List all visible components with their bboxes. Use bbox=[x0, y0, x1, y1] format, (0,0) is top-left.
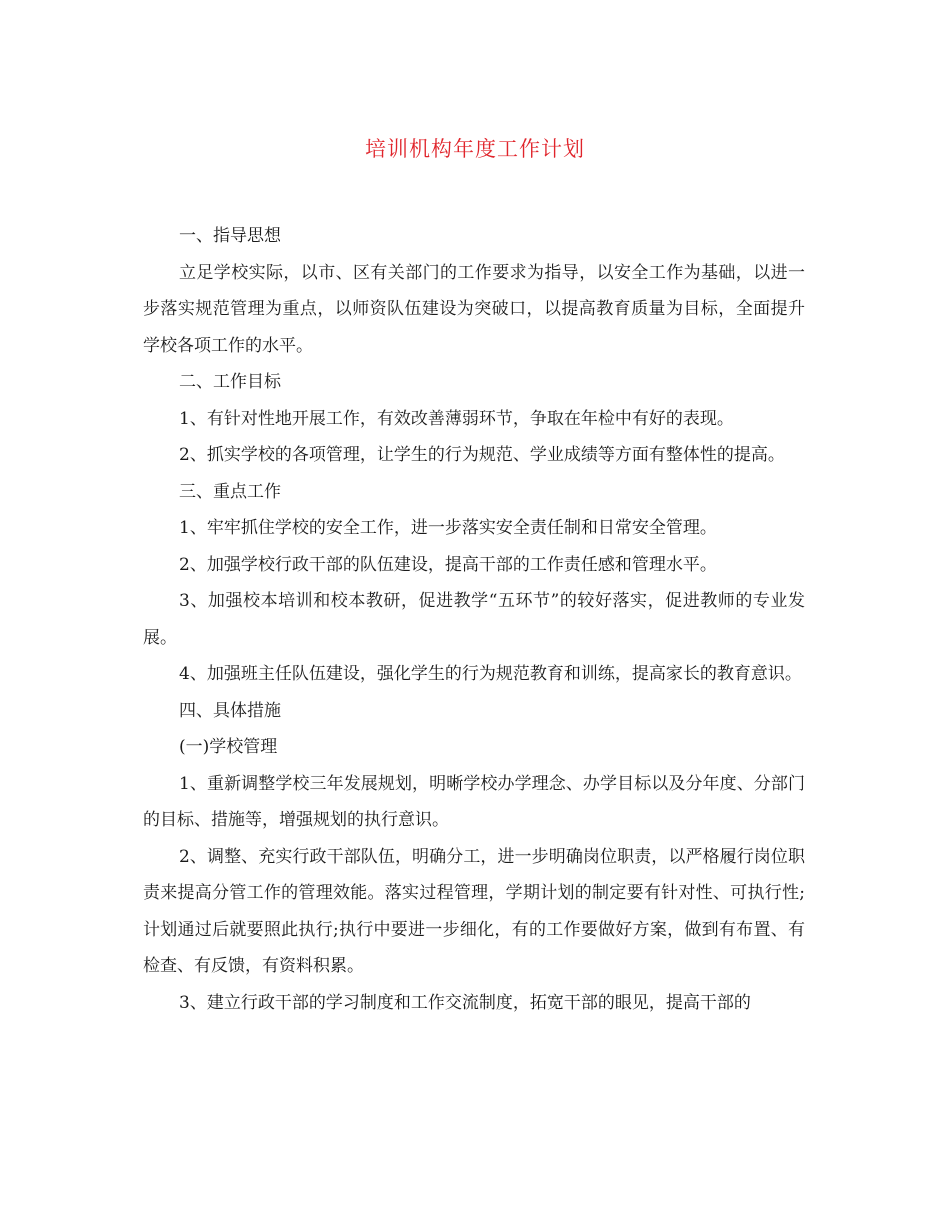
heading-key-work: 三、重点工作 bbox=[179, 481, 281, 502]
list-item: 1、有针对性地开展工作，有效改善薄弱环节，争取在年检中有好的表现。 bbox=[179, 408, 734, 429]
list-item: 2、加强学校行政干部的队伍建设，提高干部的工作责任感和管理水平。 bbox=[179, 554, 717, 575]
heading-guiding-ideology: 一、指导思想 bbox=[179, 226, 281, 246]
document-body bbox=[143, 218, 805, 1021]
list-item: 3、加强校本培训和校本教研，促进教学“五环节”的较好落实，促进教师的专业发展。 bbox=[143, 591, 805, 648]
list-item: 1、牢牢抓住学校的安全工作，进一步落实安全责任制和日常安全管理。 bbox=[179, 518, 717, 538]
subheading-school-management: (一)学校管理 bbox=[179, 737, 278, 757]
list-item: 2、调整、充实行政干部队伍，明确分工，进一步明确岗位职责，以严格履行岗位职责来提高分管工作的管理效能。落实过程管理，学期计划的制定要有针对性、可执行性;计划通过后就要照此执行;执行中要进一步细化，有的工作要做好方案，做到有布置、有检查、有反馈，有资料积累。 bbox=[143, 846, 805, 976]
paragraph: 立足学校实际，以市、区有关部门的工作要求为指导，以安全工作为基础，以进一步落实规范管理为重点，以师资队伍建设为突破口，以提高教育质量为目标，全面提升学校各项工作的水平。 bbox=[143, 262, 805, 356]
heading-work-goals: 二、工作目标 bbox=[179, 372, 281, 392]
list-item: 1、重新调整学校三年发展规划，明晰学校办学理念、办学目标以及分年度、分部门的目标、措施等，增强规划的执行意识。 bbox=[143, 773, 805, 830]
list-item: 3、建立行政干部的学习制度和工作交流制度，拓宽干部的眼见，提高干部的 bbox=[179, 992, 751, 1013]
document-title: 培训机构年度工作计划 bbox=[365, 137, 585, 161]
heading-specific-measures: 四、具体措施 bbox=[179, 700, 281, 721]
list-item: 4、加强班主任队伍建设，强化学生的行为规范教育和训练，提高家长的教育意识。 bbox=[179, 664, 802, 684]
list-item: 2、抓实学校的各项管理，让学生的行为规范、学业成绩等方面有整体性的提高。 bbox=[179, 445, 785, 465]
